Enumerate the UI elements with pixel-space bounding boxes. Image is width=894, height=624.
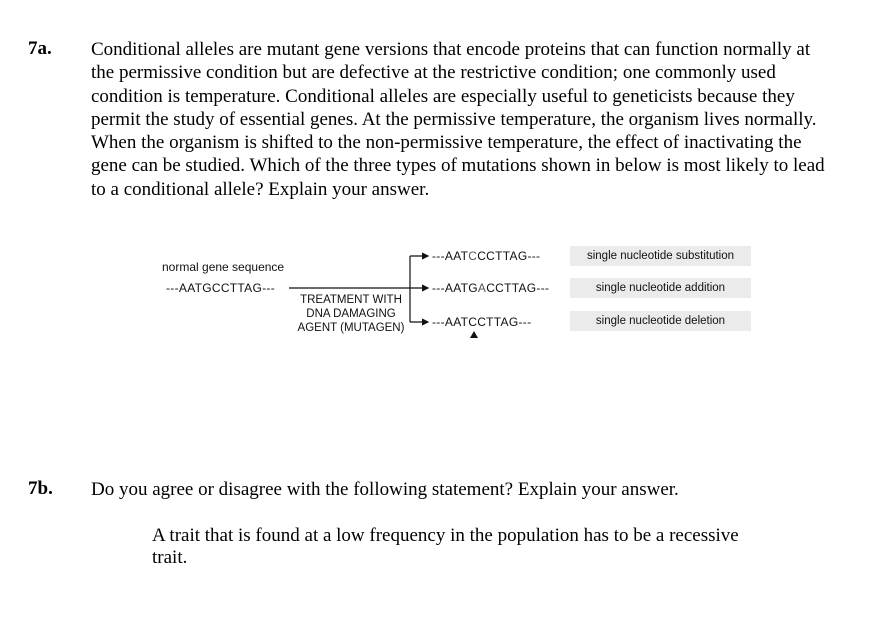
treatment-line: TREATMENT WITH	[300, 294, 402, 306]
substitution-label: single nucleotide substitution	[570, 246, 751, 266]
seq-part: CCTTAG---	[477, 249, 541, 263]
seq-part: CCTTAG---	[486, 281, 550, 295]
question-7b-number: 7b.	[28, 478, 53, 499]
question-7a-number: 7a.	[28, 38, 52, 59]
mutation-diagram	[150, 240, 770, 350]
seq-mutation: A	[477, 281, 487, 295]
deletion-sequence	[432, 315, 531, 329]
question-7a-text: Conditional alleles are mutant gene versions that encode proteins that can function normally at the permissive condition but are defective at the restrictive condition; one commonly used condition is temperature. Conditional alleles are especially useful to geneticists because they permit the study of essential genes. At the permissive temperature, the organism lives normally. When the organism is shifted to the non-permissive temperature, the effect of inactivating the gene can be studied. Which of the three types of mutations shown in below is most likely to lead to a conditional allele? Explain your answer.	[91, 39, 825, 200]
seq-part: ---AAT	[432, 249, 469, 263]
seq-part: ---AAT	[432, 315, 469, 329]
addition-label: single nucleotide addition	[570, 278, 751, 298]
addition-sequence	[432, 281, 549, 295]
question-7b-text: Do you agree or disagree with the following statement? Explain your answer.	[91, 479, 679, 500]
seq-part: ---AATG	[432, 281, 478, 295]
normal-gene-sequence: ---AATGCCTTAG---	[166, 281, 275, 295]
substitution-sequence	[432, 249, 540, 263]
treatment-line: AGENT (MUTAGEN)	[297, 322, 405, 334]
seq-mutation: C	[468, 249, 478, 263]
deletion-marker-icon	[470, 331, 478, 338]
treatment-line: DNA DAMAGING	[306, 308, 396, 320]
seq-part: CCTTAG---	[468, 315, 532, 329]
treatment-label	[286, 293, 416, 335]
deletion-label: single nucleotide deletion	[570, 311, 751, 331]
normal-gene-label: normal gene sequence	[162, 260, 285, 274]
question-7b-statement: A trait that is found at a low frequency in the population has to be a recessive trait.	[152, 525, 739, 568]
